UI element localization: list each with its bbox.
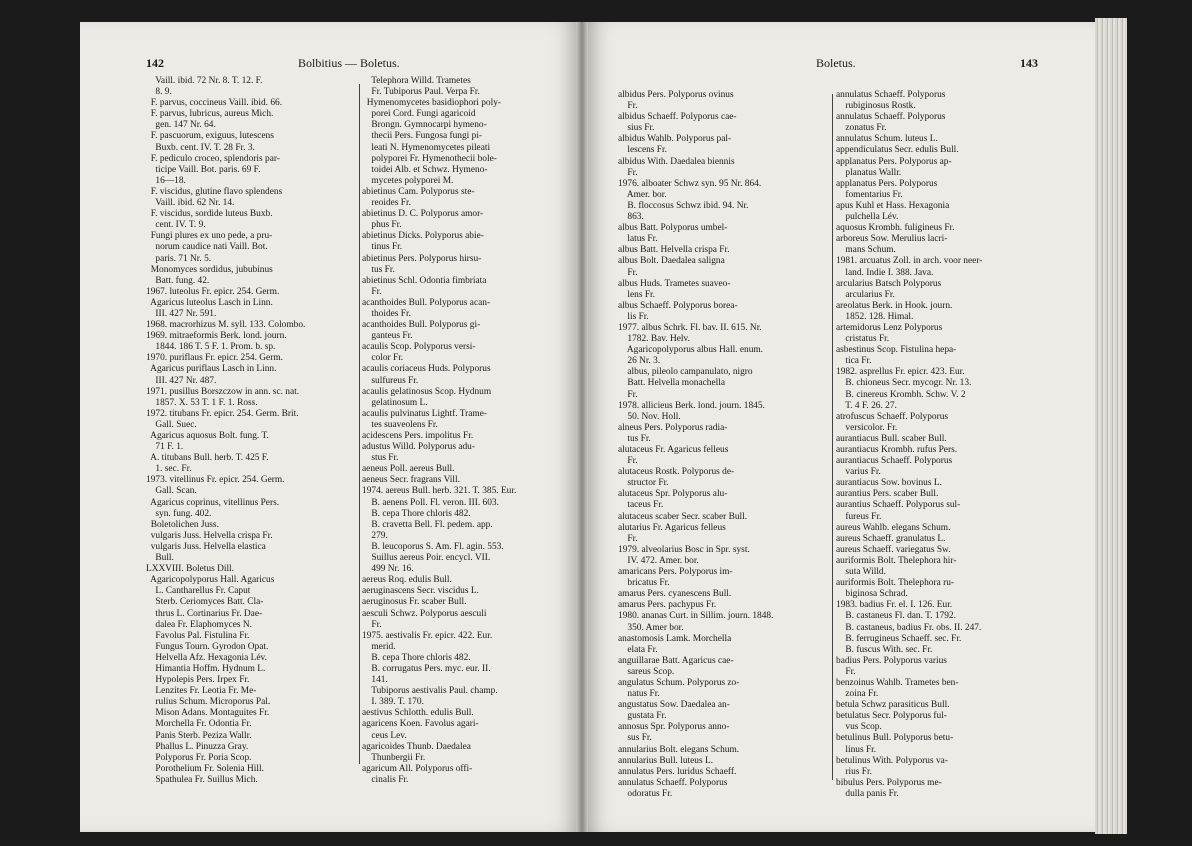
text-line: B. cepa Thore chloris 482. (362, 652, 471, 663)
text-line: B. fuscus With. sec. Fr. (836, 644, 933, 655)
text-line: acaulis Scop. Polyporus versi- (362, 342, 476, 353)
text-line: applanatus Pers. Polyporus (836, 178, 938, 189)
text-line: annulatus Pers. luridus Schaeff. (618, 766, 737, 777)
text-line: benzoinus Wahlb. Trametes ben- (836, 677, 959, 688)
text-line: Morchella Fr. Odontia Fr. (146, 719, 252, 730)
text-line: acaulis pulvinatus Lightf. Trame- (362, 408, 487, 419)
text-line: badius Pers. Polyporus varius (836, 655, 947, 666)
text-line: alutaceus Rostk. Polyporus de- (618, 467, 735, 478)
text-line: Fungus Tourn. Gyrodon Opat. (146, 641, 269, 652)
text-line: Sterb. Ceriomyces Batt. Cla- (146, 597, 264, 608)
text-line: B. cinereus Krombh. Schw. V. 2 (836, 389, 966, 400)
text-line: stus Fr. (362, 453, 399, 464)
text-line: 1980. ananas Curt. in Sillim. journ. 1848. (618, 611, 774, 622)
text-line: gen. 147 Nr. 64. (146, 120, 216, 131)
text-line: aurantiacus Bull. scaber Bull. (836, 433, 947, 444)
text-line: amarus Pers. cyanescens Bull. (618, 589, 732, 600)
text-line: mycetes polyporei M. (362, 175, 454, 186)
text-line: B. cravetta Bell. Fl. pedem. app. (362, 519, 493, 530)
text-line: B. cepa Thore chloris 482. (362, 508, 471, 519)
text-line: tes suaveolens Fr. (362, 419, 438, 430)
text-line: 499 Nr. 16. (362, 564, 414, 575)
text-line: sus Fr. (618, 733, 652, 744)
text-line: aurantiacus Schaeff. Polyporus (836, 456, 953, 467)
text-line: III. 427 Nr. 591. (146, 308, 217, 319)
right-column-rule (832, 94, 833, 780)
text-line: Tubiporus aestivalis Paul. champ. (362, 686, 498, 697)
text-line: phus Fr. (362, 220, 402, 231)
text-line: dulla panis Fr. (836, 788, 899, 799)
text-line: 1978. allicieus Berk. lond. journ. 1845. (618, 400, 765, 411)
text-line: B. floccosus Schwz ibid. 94. Nr. (618, 200, 749, 211)
text-line: annulatus Schaeff. Polyporus (836, 112, 946, 123)
text-line: elata Fr. (618, 644, 658, 655)
text-line: F. viscidus, glutine flavo splendens (146, 186, 283, 197)
text-line: 1967. luteolus Fr. epicr. 254. Germ. (146, 286, 280, 297)
text-line: IV. 472. Amer. bor. (618, 555, 699, 566)
text-line: 1981. arcuatus Zoll. in arch. voor neer- (836, 256, 983, 267)
text-line: acidescens Pers. impolitus Fr. (362, 431, 474, 441)
text-line: gelatinosum L. (362, 397, 428, 408)
text-line: angustatus Sow. Daedalea an- (618, 700, 730, 711)
text-line: natus Fr. (618, 689, 660, 700)
text-line: acanthoides Bull. Polyporus gi- (362, 320, 481, 331)
text-line: Favolus Pal. Fistulina Fr. (146, 630, 250, 641)
left-column-rule (359, 84, 360, 764)
text-line: tinus Fr. (362, 242, 403, 253)
text-line: artemidorus Lenz Polyporus (836, 322, 943, 333)
text-line: appendiculatus Secr. edulis Bull. (836, 145, 959, 156)
text-line: fomentarius Fr. (836, 189, 903, 200)
text-line: Batt. Helvella monachella (618, 378, 725, 389)
text-line: 279. (362, 530, 388, 541)
text-line: 1977. albus Schrk. Fl. bav. II. 615. Nr. (618, 322, 762, 333)
text-line: albus Schaeff. Polyporus borea- (618, 300, 738, 311)
text-line: I. 389. T. 170. (362, 697, 424, 708)
text-line: aesculi Schwz. Polyporus aesculi (362, 608, 487, 619)
text-line: 1857. X. 53 T. 1 F. 1. Ross. (146, 397, 258, 408)
text-line: F. parvus, lubricus, aureus Mich. (146, 109, 274, 120)
text-line: T. 4 F. 26. 27. (836, 400, 897, 411)
text-line: 16—18. (146, 175, 186, 186)
text-line: linus Fr. (836, 744, 877, 755)
text-line: Agaricus luteolus Lasch in Linn. (146, 297, 273, 308)
text-line: tus Fr. (362, 264, 395, 275)
text-line: anguillarae Batt. Agaricus cae- (618, 655, 734, 666)
text-line: thecii Pers. Fungosa fungi pi- (362, 131, 483, 142)
text-line: Agaricopolyporus Hall. Agaricus (146, 575, 275, 586)
text-line: lens Fr. (618, 289, 655, 300)
text-line: Gall. Suec. (146, 419, 197, 430)
text-line: tica Fr. (836, 356, 872, 367)
text-line: cristatus Fr. (836, 334, 890, 345)
text-line: Fr. (362, 619, 382, 630)
text-line: planatus Wallr. (836, 167, 902, 178)
text-line: aurantius Schaeff. Polyporus sul- (836, 500, 961, 511)
text-line: Fr. (836, 666, 856, 677)
text-line: norum caudice nati Vaill. Bot. (146, 242, 268, 253)
left-column-2 (362, 76, 574, 786)
text-line: arcularius Fr. (836, 289, 895, 300)
text-line: albidus Pers. Polyporus ovinus (618, 90, 734, 100)
text-line: Fr. (618, 389, 638, 400)
text-line: biginosa Schrad. (836, 589, 908, 600)
text-line: zoina Fr. (836, 689, 879, 700)
text-line: acanthoides Bull. Polyporus acan- (362, 297, 491, 308)
text-line: albidus With. Daedalea biennis (618, 156, 735, 167)
text-line: 71 F. 1. (146, 442, 184, 453)
text-line: tus Fr. (618, 433, 651, 444)
text-line: bricatus Fr. (618, 578, 670, 589)
text-line: porei Cord. Fungi agaricoid (362, 109, 476, 120)
text-line: amaricans Pers. Polyporus im- (618, 567, 733, 578)
text-line: versicolor. Fr. (836, 422, 898, 433)
text-line: Hymenomycetes basidiophori poly- (362, 98, 502, 109)
text-line: aurantius Pers. scaber Bull. (836, 489, 939, 500)
text-line: aeneus Poll. aereus Bull. (362, 464, 455, 475)
text-line: sius Fr. (618, 123, 655, 134)
text-line: 1973. vitellinus Fr. epicr. 254. Germ. (146, 475, 285, 486)
text-line: aureus Schaeff. variegatus Sw. (836, 544, 951, 555)
text-line: annulatus Schaeff. Polyporus (836, 90, 946, 100)
text-line: applanatus Pers. Polyporus ap- (836, 156, 952, 167)
page-edges (1095, 18, 1127, 834)
text-line: F. pascuorum, exiguus, lutescens (146, 131, 274, 142)
text-line: acaulis coriaceus Huds. Polyporus (362, 364, 491, 375)
text-line: Gall. Scan. (146, 486, 197, 497)
text-line: Fr. (618, 456, 638, 467)
text-line: Fr. (362, 286, 382, 297)
text-line: agaricens Koen. Favolus agari- (362, 719, 479, 730)
text-line: pulchella Lév. (836, 212, 899, 223)
text-line: Mison Adans. Montaguites Fr. (146, 708, 270, 719)
text-line: aurantiacus Krombh. rufus Pers. (836, 445, 958, 455)
text-line: Fr. (618, 101, 638, 112)
text-line: F. parvus, coccineus Vaill. ibid. 66. (146, 98, 283, 109)
text-line: 1844. 186 T. 5 F. 1. Prom. b. sp. (146, 342, 276, 353)
text-line: ticipe Vaill. Bot. paris. 69 F. (146, 164, 261, 175)
text-line: Spathulea Fr. Suillus Mich. (146, 774, 258, 785)
text-line: amarus Pers. pachypus Fr. (618, 600, 717, 611)
text-line: aquosus Krombh. fuligineus Fr. (836, 223, 955, 234)
text-line: A. titubans Bull. herb. T. 425 F. (146, 453, 269, 464)
right-running-head: Boletus. (816, 56, 856, 70)
text-line: Hypolepis Pers. Irpex Fr. (146, 675, 250, 686)
text-line: 1. sec. Fr. (146, 464, 192, 475)
text-line: Agaricus coprinus, vitellinus Pers. (146, 497, 280, 508)
text-line: abietinus D. C. Polyporus amor- (362, 209, 484, 220)
text-line: B. aenens Poll. Fl. veron. III. 603. (362, 497, 499, 508)
text-line: albus Huds. Trametes suaveo- (618, 278, 731, 289)
text-line: 1971. pusillus Borszczow in ann. sc. nat. (146, 386, 300, 397)
text-line: acaulis gelatinosus Scop. Hydnum (362, 386, 492, 397)
text-line: mans Schum. (836, 245, 896, 256)
text-line: annularius Bull. luteus L. (618, 755, 714, 766)
text-line: 141. (362, 675, 388, 686)
text-line: sareus Scop. (618, 666, 675, 677)
text-line: 350. Amer bor. (618, 622, 684, 633)
text-line: lescens Fr. (618, 145, 667, 156)
text-line: areolatus Berk. in Hook. journ. (836, 300, 953, 311)
text-line: alutaceus Fr. Agaricus felleus (618, 445, 729, 455)
text-line: 1979. alveolarius Bosc in Spr. syst. (618, 544, 750, 555)
text-line: aureus Wahlb. elegans Schum. (836, 522, 951, 533)
text-line: cent. IV. T. 9. (146, 220, 206, 231)
text-line: bibulus Pers. Polyporus me- (836, 777, 942, 788)
text-line: betula Schwz parasiticus Bull. (836, 700, 950, 711)
text-line: 1852. 128. Himal. (836, 311, 914, 322)
text-line: aureus Schaeff. granulatus L. (836, 533, 946, 544)
text-line: III. 427 Nr. 487. (146, 375, 217, 386)
text-line: Agaricopolyporus albus Hall. enum. (618, 345, 764, 356)
text-line: apus Kuhl et Hass. Hexagonia (836, 200, 950, 211)
text-line: aurantiacus Sow. bovinus L. (836, 478, 942, 489)
text-line: Phallus L. Pinuzza Gray. (146, 741, 249, 752)
text-line: atrofuscus Schaeff. Polyporus (836, 411, 949, 422)
text-line: rubiginosus Rostk. (836, 101, 916, 112)
left-column-1 (146, 76, 358, 786)
text-line: abietinus Dicks. Polyporus abie- (362, 231, 484, 242)
text-line: auriformis Bolt. Thelephora ru- (836, 578, 955, 589)
text-line: vulgaris Juss. Helvella elastica (146, 541, 266, 552)
text-line: aeruginosus Fr. scaber Bull. (362, 597, 467, 608)
text-line: rius Fr. (836, 766, 872, 777)
text-line: betulinus With. Polyporus va- (836, 755, 948, 766)
text-line: Boletolichen Juss. (146, 519, 219, 530)
right-column-1 (618, 90, 830, 800)
book-gutter (576, 22, 588, 832)
text-line: leati N. Hymenomycetes pileati (362, 142, 491, 153)
text-line: 1974. aereus Bull. herb. 321. T. 385. Eur. (362, 486, 517, 497)
text-line: Fr. Tubiporus Paul. Verpa Fr. (362, 87, 480, 98)
text-line: B. castaneus, badius Fr. obs. II. 247. (836, 622, 982, 633)
text-line: land. Indie I. 388. Java. (836, 267, 934, 278)
text-line: ceus Lev. (362, 730, 407, 741)
text-line: Thunbergii Fr. (362, 752, 426, 763)
text-line: merid. (362, 641, 396, 652)
text-line: angulatus Schum. Polyporus zo- (618, 677, 740, 688)
text-line: albidus Wahlb. Polyporus pal- (618, 134, 732, 145)
text-line: B. corrugatus Pers. myc. eur. II. (362, 663, 491, 674)
text-line: 1976. alboater Schwz syn. 95 Nr. 864. (618, 178, 762, 189)
text-line: vus Scop. (836, 722, 882, 733)
text-line: Agaricus aquosus Bolt. fung. T. (146, 431, 269, 441)
text-line: Fr. (618, 267, 638, 278)
text-line: fureus Fr. (836, 511, 882, 522)
text-line: Fungi plures ex uno pede, a pru- (146, 231, 273, 242)
text-line: adustus Willd. Polyporus adu- (362, 442, 475, 453)
text-line: arboreus Sow. Merulius lacri- (836, 234, 948, 245)
text-line: Porothelium Fr. Solenia Hill. (146, 763, 264, 774)
text-line: 1970. puriflaus Fr. epicr. 254. Germ. (146, 353, 283, 364)
text-line: abietinus Schl. Odontia fimbriata (362, 275, 487, 286)
text-line: 50. Nov. Holl. (618, 411, 681, 422)
text-line: B. chioneus Secr. mycogr. Nr. 13. (836, 378, 972, 389)
text-line: alneus Pers. Polyporus radia- (618, 422, 728, 433)
text-line: annulatus Schaeff. Polyporus (618, 777, 728, 788)
text-line: gustata Fr. (618, 711, 667, 722)
text-line: Telephora Willd. Trametes (362, 76, 471, 86)
text-line: 1975. aestivalis Fr. epicr. 422. Eur. (362, 630, 493, 641)
text-line: Vaill. ibid. 72 Nr. 8. T. 12. F. (146, 76, 263, 86)
text-line: B. castaneus Fl. dan. T. 1792. (836, 611, 956, 622)
text-line: LXXVIII. Boletus Dill. (146, 564, 235, 575)
text-line: Brongn. Gymnocarpi hymeno- (362, 120, 487, 131)
left-page-number: 142 (146, 56, 164, 70)
text-line: asbestinus Scop. Fistulina hepa- (836, 345, 957, 356)
text-line: structor Fr. (618, 478, 669, 489)
text-line: betulatus Secr. Polyporus ful- (836, 711, 947, 722)
text-line: thrus L. Cortinarius Fr. Dae- (146, 608, 263, 619)
text-line: Buxb. cent. IV. T. 28 Fr. 3. (146, 142, 255, 153)
text-line: Fr. (618, 167, 638, 178)
text-line: Suillus aereus Poir. encycl. VII. (362, 553, 491, 564)
text-line: 1972. titubans Fr. epicr. 254. Germ. Brit. (146, 408, 299, 419)
text-line: Batt. fung. 42. (146, 275, 210, 286)
text-line: vulgaris Juss. Helvella crispa Fr. (146, 530, 273, 541)
text-line: Himantia Hoffm. Hydnum L. (146, 663, 266, 674)
text-line: taceus Fr. (618, 500, 664, 511)
text-line: annularius Bolt. elegans Schum. (618, 744, 740, 755)
text-line: polyporei Fr. Hymenothecii bole- (362, 153, 497, 164)
text-line: albus Batt. Polyporus umbel- (618, 223, 728, 234)
text-line: 8. 9. (146, 87, 172, 98)
text-line: Polyporus Fr. Poria Scop. (146, 752, 252, 763)
text-line: rulius Schum. Microporus Pal. (146, 697, 271, 708)
text-line: thoides Fr. (362, 308, 411, 319)
text-line: cinalis Fr. (362, 774, 409, 785)
text-line: 1968. macrorhizus M. syll. 133. Colombo. (146, 320, 306, 331)
text-line: aeruginascens Secr. viscidus L. (362, 586, 479, 597)
text-line: toidei Alb. et Schwz. Hymeno- (362, 164, 488, 175)
text-line: alutaceus scaber Secr. scaber Bull. (618, 511, 748, 522)
text-line: Helvella Afz. Hexagonia Lév. (146, 652, 267, 663)
text-line: 1782. Bav. Helv. (618, 334, 690, 345)
text-line: reoides Fr. (362, 198, 411, 209)
text-line: 863. (618, 212, 644, 223)
text-line: albus Batt. Helvella crispa Fr. (618, 245, 730, 256)
text-line: paris. 71 Nr. 5. (146, 253, 212, 264)
text-line: albus Bolt. Daedalea saligna (618, 256, 725, 267)
text-line: F. viscidus, sordide luteus Buxb. (146, 209, 273, 220)
right-column-2 (836, 90, 1048, 800)
text-line: F. pediculo croceo, splendoris par- (146, 153, 280, 164)
text-line: syn. fung. 402. (146, 508, 212, 519)
text-line: aereus Roq. edulis Bull. (362, 575, 452, 586)
text-line: 26 Nr. 3. (618, 356, 661, 367)
text-line: abietinus Pers. Polyporus hirsu- (362, 253, 482, 264)
text-line: alutaceus Spr. Polyporus alu- (618, 489, 728, 500)
text-line: ganteus Fr. (362, 331, 413, 342)
text-line: albidus Schaeff. Polyporus cae- (618, 112, 737, 123)
text-line: agaricum All. Polyporus offi- (362, 763, 473, 774)
text-line: abietinus Cam. Polyporus ste- (362, 186, 475, 197)
text-line: B. leucoporus S. Am. Fl. agin. 553. (362, 541, 504, 552)
text-line: Amer. bor. (618, 189, 667, 200)
text-line: 1983. badius Fr. el. I. 126. Eur. (836, 600, 953, 611)
text-line: Agaricus puriflaus Lasch in Linn. (146, 364, 277, 375)
text-line: Fr. (618, 533, 638, 544)
right-page-number: 143 (1020, 56, 1038, 70)
text-line: Vaill. ibid. 62 Nr. 14. (146, 198, 235, 209)
text-line: Panis Sterb. Peziza Wallr. (146, 730, 252, 741)
text-line: annulatus Schum. luteus L. (836, 134, 938, 145)
text-line: albus, pileolo campanulato, nigro (618, 367, 753, 378)
text-line: dalea Fr. Elaphomyces N. (146, 619, 252, 630)
text-line: auriformis Bolt. Thelephora hir- (836, 555, 957, 566)
text-line: alutarius Fr. Agaricus felleus (618, 522, 726, 533)
text-line: B. ferrugineus Schaeff. sec. Fr. (836, 633, 962, 644)
text-line: latus Fr. (618, 234, 658, 245)
text-line: suta Willd. (836, 567, 886, 578)
text-line: agaricoides Thunb. Daedalea (362, 741, 471, 752)
text-line: betulinus Bull. Polyporus betu- (836, 733, 954, 744)
text-line: 1969. mitraeformis Berk. lond. journ. (146, 331, 287, 342)
text-line: odoratus Fr. (618, 788, 673, 799)
text-line: zonatus Fr. (836, 123, 887, 134)
text-line: annosus Spr. Polyporus anno- (618, 722, 730, 733)
text-line: L. Cantharellus Fr. Caput (146, 586, 251, 597)
text-line: anastomosis Lamk. Morchella (618, 633, 732, 644)
text-line: 1982. asprellus Fr. epicr. 423. Eur. (836, 367, 965, 378)
text-line: arcularius Batsch Polyporus (836, 278, 942, 289)
text-line: aeneus Secr. fragrans Vill. (362, 475, 460, 486)
text-line: lis Fr. (618, 311, 649, 322)
text-line: Bull. (146, 553, 174, 564)
text-line: aestivus Schlotth. edulis Bull. (362, 708, 474, 719)
text-line: color Fr. (362, 353, 404, 364)
text-line: Monomyces sordidus, jububinus (146, 264, 273, 275)
text-line: Lenzites Fr. Leotia Fr. Me- (146, 686, 257, 697)
text-line: varius Fr. (836, 467, 881, 478)
left-running-head: Bolbitius — Boletus. (298, 56, 400, 70)
text-line: sulfureus Fr. (362, 375, 419, 386)
